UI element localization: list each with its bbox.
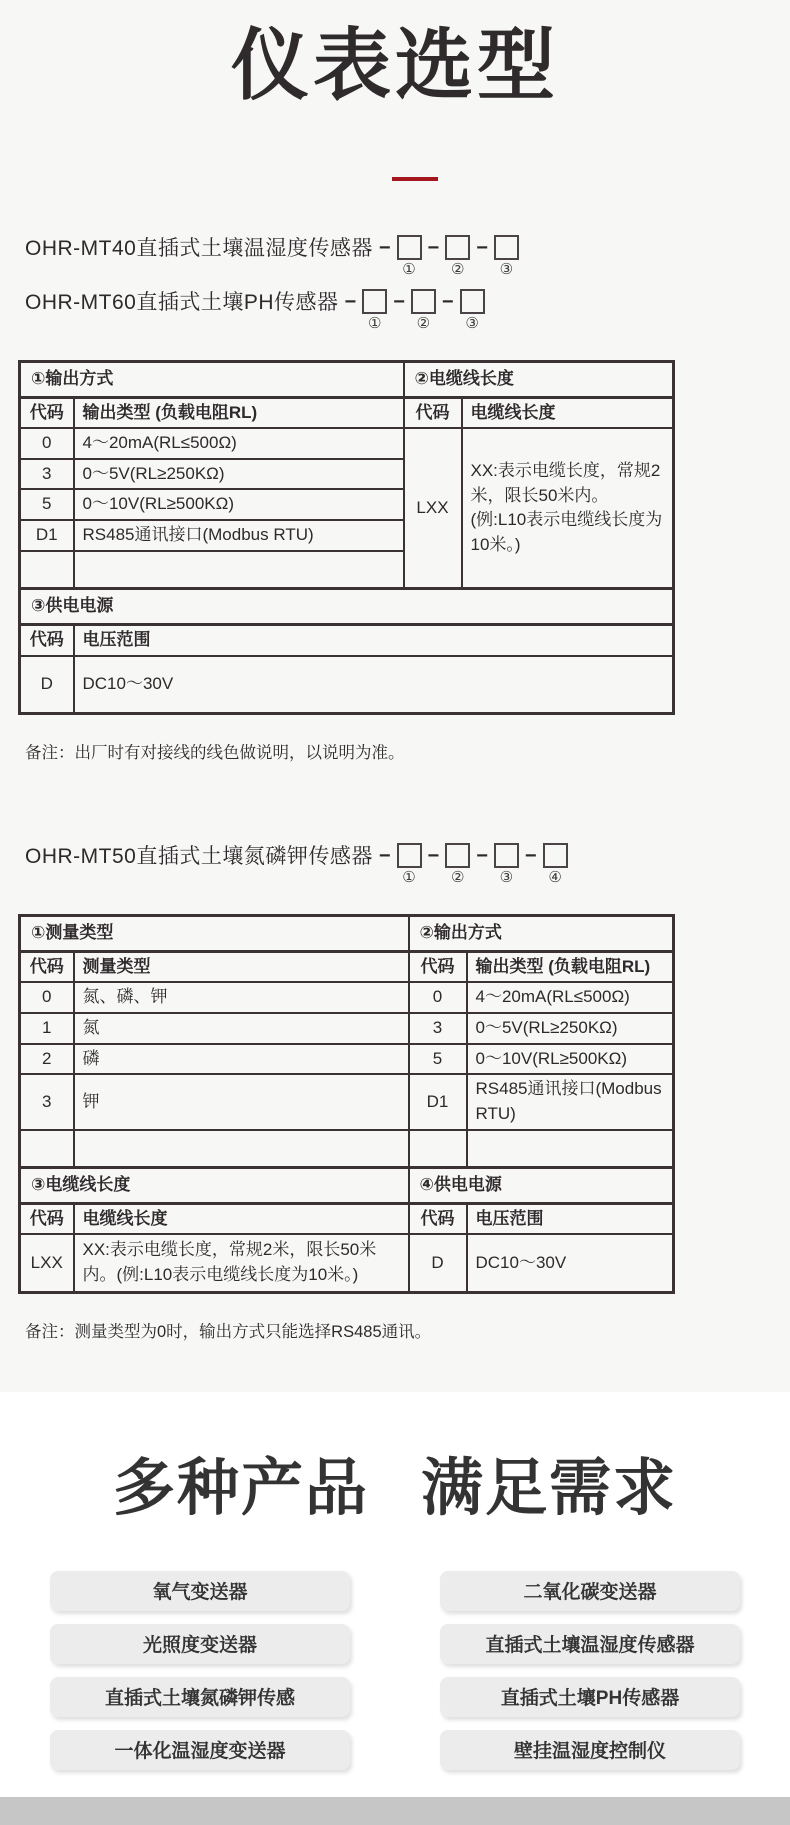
code-cell: 5 <box>20 489 74 520</box>
circled-number: ③ <box>465 314 479 332</box>
empty-cell <box>20 551 74 589</box>
column-header-row <box>20 951 674 982</box>
dash-separator: − <box>476 845 488 868</box>
code-box <box>445 843 470 868</box>
showcase-heading <box>0 1438 790 1527</box>
code-box <box>494 235 519 260</box>
circled-number: ② <box>450 869 465 887</box>
code-box <box>397 843 422 868</box>
code-cell: 3 <box>20 1074 74 1129</box>
section-title-cable: ③电缆线长度 <box>20 1168 409 1204</box>
product-button-soil-temp-humidity[interactable]: 直插式土壤温湿度传感器 <box>440 1624 740 1664</box>
table-row <box>20 428 674 459</box>
section-header-row <box>20 1168 674 1204</box>
code-header: 代码 <box>20 1203 74 1234</box>
desc-cell: 氮、磷、钾 <box>74 982 409 1013</box>
code-box <box>494 843 519 868</box>
model-code-slot <box>445 235 470 278</box>
code-cell: D <box>20 656 74 714</box>
product-showcase-section <box>0 1392 790 1797</box>
circled-number: ② <box>450 260 465 278</box>
red-divider-rule <box>392 177 438 181</box>
model-code-slot <box>397 235 422 278</box>
column-header-row <box>20 624 674 655</box>
model-line-mt40 <box>25 235 790 278</box>
section-header-row <box>20 361 674 397</box>
product-button-grid <box>50 1571 740 1770</box>
dash-separator: − <box>378 845 391 868</box>
table-row <box>20 1013 674 1044</box>
desc-cell: 0～5V(RL≥250KΩ) <box>467 1013 674 1044</box>
product-button-soil-ph[interactable]: 直插式土壤PH传感器 <box>440 1677 740 1717</box>
product-button-soil-npk[interactable]: 直插式土壤氮磷钾传感 <box>50 1677 350 1717</box>
code-cell: D <box>409 1234 467 1292</box>
dash-separator: − <box>476 236 488 259</box>
code-cell: 1 <box>20 1013 74 1044</box>
model-name-mt50: OHR-MT50直插式土壤氮磷钾传感器 <box>25 845 373 869</box>
mt40-mt60-option-table <box>18 360 675 715</box>
dash-separator: − <box>393 290 405 313</box>
model-code-slot <box>494 235 519 278</box>
code-cell: 0 <box>20 428 74 459</box>
desc-cell: DC10～30V <box>74 656 674 714</box>
desc-cell: XX:表示电缆长度，常规2米，限长50米内。(例:L10表示电缆线长度为10米。) <box>74 1234 409 1292</box>
desc-header: 电压范围 <box>74 624 674 655</box>
page-title: 仪表选型 <box>230 21 559 109</box>
model-code-slot <box>494 843 519 886</box>
model-code-slot <box>397 843 422 886</box>
section-title-power: ③供电电源 <box>20 589 674 625</box>
section-title-cable: ②电缆线长度 <box>404 361 674 397</box>
model-code-diagrams <box>25 235 790 332</box>
model-code-slot <box>445 843 470 886</box>
desc-cell: 氮 <box>74 1013 409 1044</box>
heading-right: 满足需求 <box>421 1453 678 1523</box>
model-line-mt60 <box>25 289 790 332</box>
product-button-oxygen[interactable]: 氧气变送器 <box>50 1571 350 1611</box>
desc-cell: 钾 <box>74 1074 409 1129</box>
empty-cell <box>74 551 404 589</box>
desc-cell: 磷 <box>74 1044 409 1075</box>
code-header: 代码 <box>404 397 462 428</box>
dash-separator: − <box>524 845 537 868</box>
table-row <box>20 1074 674 1129</box>
desc-cell: RS485通讯接口(Modbus RTU) <box>74 520 404 551</box>
section-title-power: ④供电电源 <box>409 1168 674 1204</box>
desc-cell: 0～10V(RL≥500KΩ) <box>467 1044 674 1075</box>
circled-number: ① <box>402 869 416 887</box>
code-header: 代码 <box>409 1203 467 1234</box>
code-box <box>543 843 568 868</box>
empty-cell <box>467 1130 674 1168</box>
desc-cell: 0～5V(RL≥250KΩ) <box>74 459 404 490</box>
desc-cell: XX:表示电缆长度，常规2米，限长50米内。(例:L10表示电缆线长度为10米。) <box>462 428 674 589</box>
product-button-integrated-temp-humidity[interactable]: 一体化温湿度变送器 <box>50 1730 350 1770</box>
code-header: 代码 <box>20 951 74 982</box>
desc-cell: RS485通讯接口(Modbus RTU) <box>467 1074 674 1129</box>
model-code-slot <box>362 289 387 332</box>
dash-separator: − <box>427 236 440 259</box>
table-row <box>20 1234 674 1292</box>
circled-number: ④ <box>548 869 562 887</box>
code-cell: 0 <box>409 982 467 1013</box>
desc-header: 测量类型 <box>74 951 409 982</box>
spacer-row <box>20 1130 674 1168</box>
section-title-output: ①输出方式 <box>20 361 404 397</box>
section-title-output: ②输出方式 <box>409 916 674 952</box>
code-header: 代码 <box>20 397 74 428</box>
circled-number: ① <box>402 260 416 278</box>
code-header: 代码 <box>20 624 74 655</box>
note-mt50: 备注：测量类型为0时，输出方式只能选择RS485通讯。 <box>25 1322 432 1341</box>
model-name-mt40: OHR-MT40直插式土壤温湿度传感器 <box>25 236 373 260</box>
code-cell: 3 <box>409 1013 467 1044</box>
code-box <box>445 235 470 260</box>
section-header-row <box>20 589 674 625</box>
desc-cell: 0～10V(RL≥500KΩ) <box>74 489 404 520</box>
column-header-row <box>20 1203 674 1234</box>
dash-separator: − <box>378 236 391 259</box>
code-header: 代码 <box>409 951 467 982</box>
code-cell: D1 <box>409 1074 467 1129</box>
desc-header: 输出类型 (负载电阻RL) <box>74 397 404 428</box>
model-code-slot <box>543 843 568 886</box>
dash-separator: − <box>344 290 357 313</box>
code-cell: 3 <box>20 459 74 490</box>
dash-separator: − <box>427 845 440 868</box>
empty-cell <box>20 1130 74 1168</box>
table-row <box>20 1044 674 1075</box>
code-cell: LXX <box>404 428 462 589</box>
code-cell: 5 <box>409 1044 467 1075</box>
code-box <box>362 289 387 314</box>
desc-cell: DC10～30V <box>467 1234 674 1292</box>
empty-cell <box>74 1130 409 1168</box>
footer-gray-strip <box>0 1797 790 1825</box>
circled-number: ③ <box>499 869 514 887</box>
circled-number: ① <box>367 314 382 332</box>
section-title-measure: ①测量类型 <box>20 916 409 952</box>
code-box <box>460 289 485 314</box>
table-row <box>20 656 674 714</box>
desc-header: 电压范围 <box>467 1203 674 1234</box>
table-row <box>20 982 674 1013</box>
code-cell: 0 <box>20 982 74 1013</box>
code-cell: 2 <box>20 1044 74 1075</box>
heading-left: 多种产品 <box>112 1453 369 1523</box>
model-name-mt60: OHR-MT60直插式土壤PH传感器 <box>25 290 339 314</box>
desc-header: 电缆线长度 <box>462 397 674 428</box>
desc-cell: 4～20mA(RL≤500Ω) <box>74 428 404 459</box>
model-code-slot <box>460 289 485 332</box>
model-line-mt50 <box>25 843 790 886</box>
desc-header: 输出类型 (负载电阻RL) <box>467 951 674 982</box>
column-header-row <box>20 397 674 428</box>
section-header-row <box>20 916 674 952</box>
code-box <box>411 289 436 314</box>
empty-cell <box>409 1130 467 1168</box>
circled-number: ② <box>416 314 431 332</box>
code-box <box>397 235 422 260</box>
product-button-wall-mount-controller[interactable]: 壁挂温湿度控制仪 <box>440 1730 740 1770</box>
desc-cell: 4～20mA(RL≤500Ω) <box>467 982 674 1013</box>
product-button-illuminance[interactable]: 光照度变送器 <box>50 1624 350 1664</box>
circled-number: ③ <box>499 260 514 278</box>
mt50-option-table <box>18 914 675 1294</box>
note-mt40: 备注：出厂时有对接线的线色做说明，以说明为准。 <box>25 744 405 763</box>
dash-separator: − <box>441 290 454 313</box>
code-cell: LXX <box>20 1234 74 1292</box>
model-code-slot <box>411 289 436 332</box>
code-cell: D1 <box>20 520 74 551</box>
product-button-co2[interactable]: 二氧化碳变送器 <box>440 1571 740 1611</box>
desc-header: 电缆线长度 <box>74 1203 409 1234</box>
